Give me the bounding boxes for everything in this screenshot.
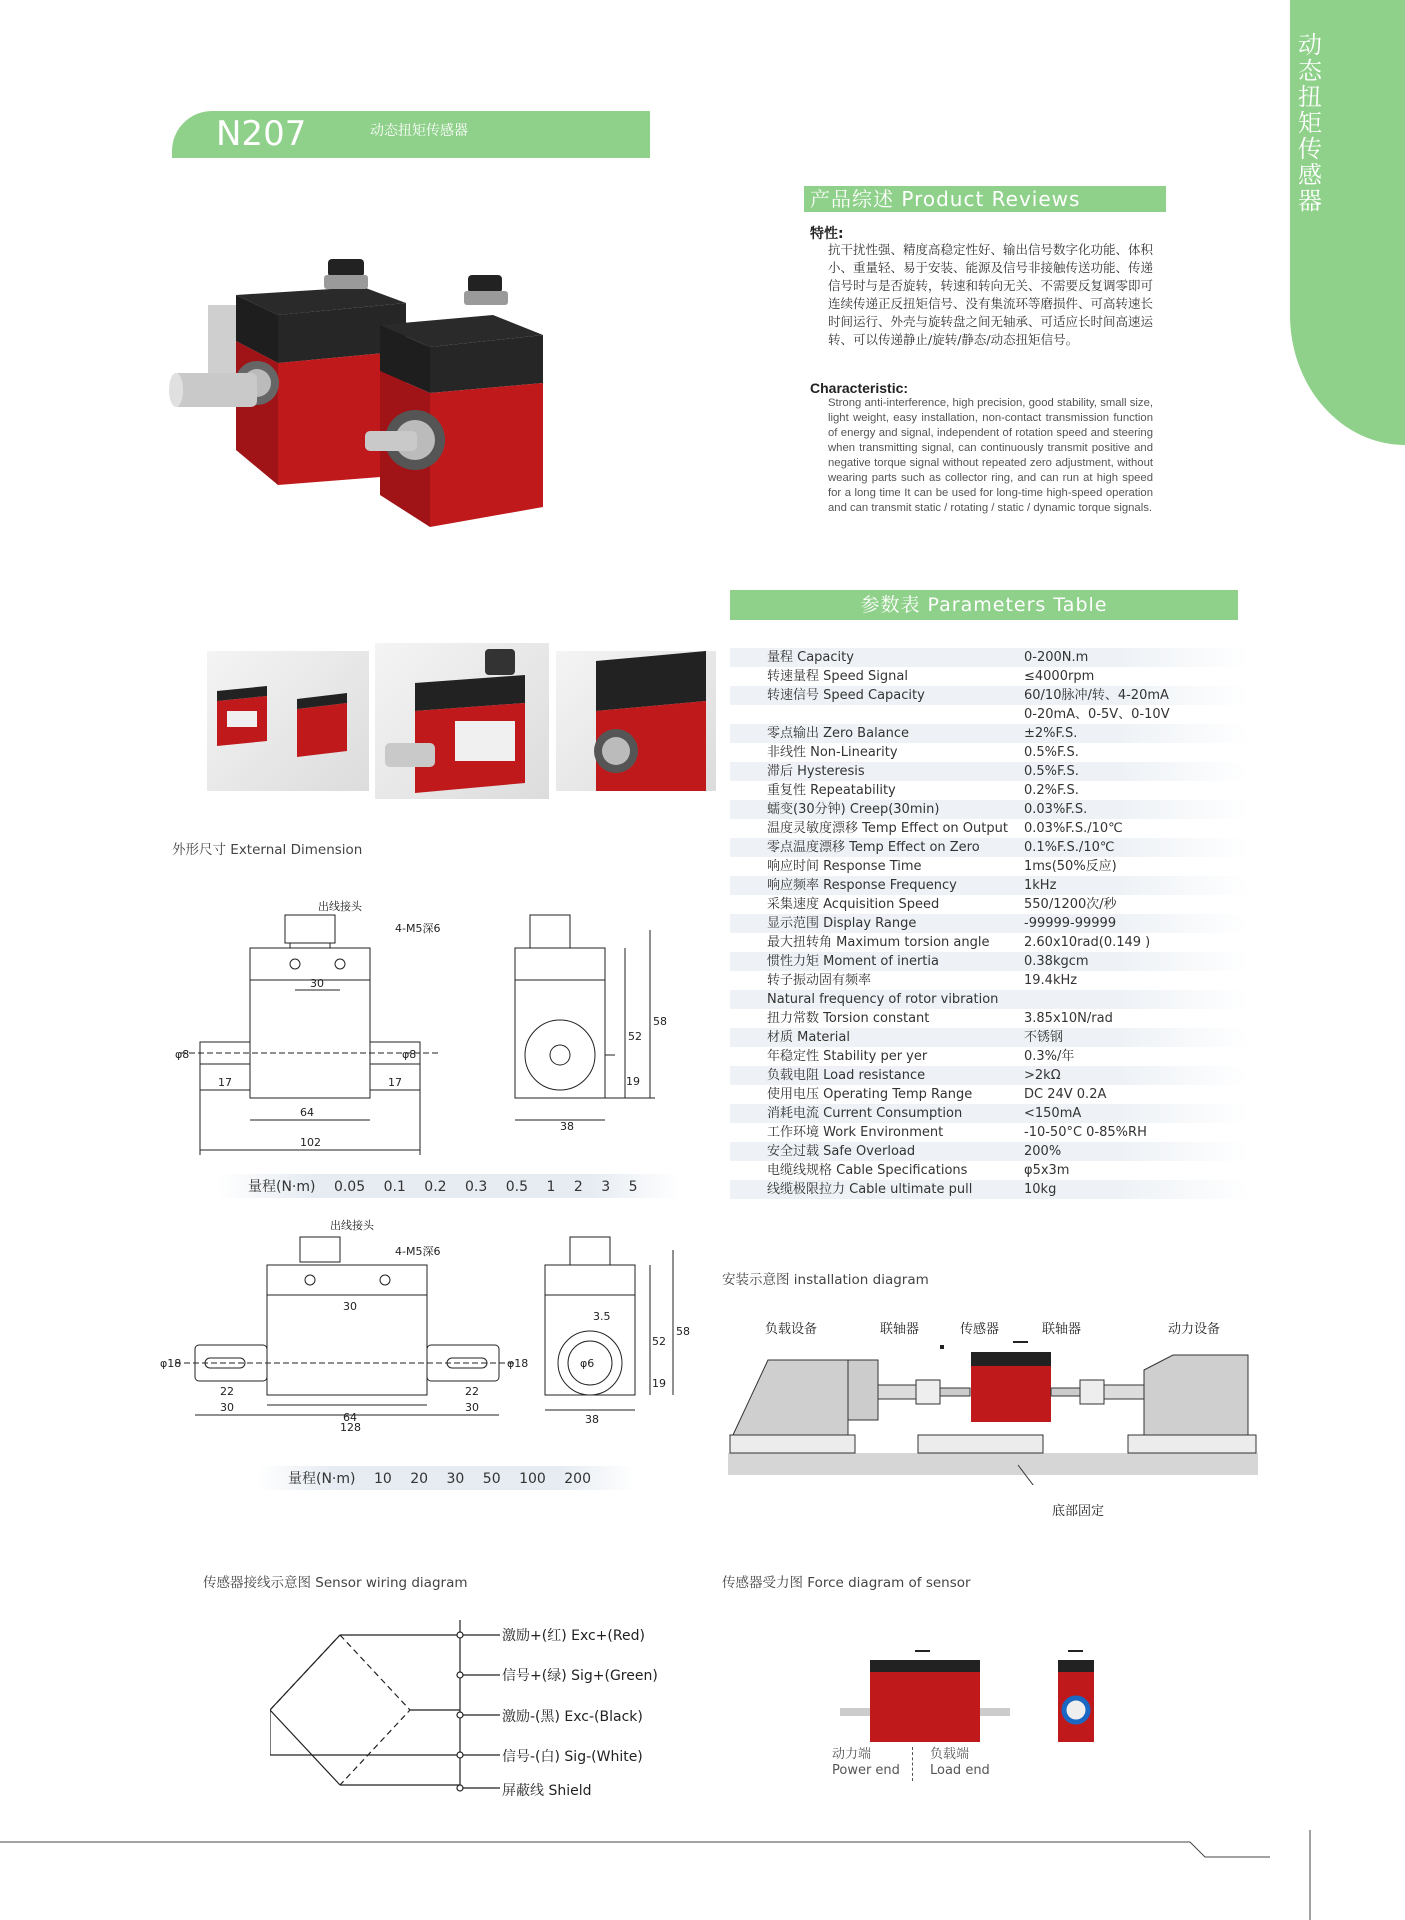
force-diagram [840, 1645, 1120, 1745]
param-value: >2kΩ [1024, 1068, 1061, 1083]
param-value: 200% [1024, 1144, 1062, 1159]
param-name: 负载电阻 Load resistance [767, 1068, 926, 1083]
d1-dim-102: 102 [300, 1136, 321, 1149]
param-value: 550/1200次/秒 [1024, 897, 1117, 912]
param-value: ±2%F.S. [1024, 726, 1078, 741]
param-row [730, 800, 1250, 819]
d2-dim-30: 30 [343, 1300, 357, 1313]
install-label-coupling-2: 联轴器 [1042, 1322, 1082, 1337]
param-value [1024, 990, 1250, 1009]
param-value: 0-200N.m [1024, 650, 1089, 665]
range-row-1 [218, 1174, 681, 1198]
param-value: 0.2%F.S. [1024, 783, 1079, 798]
power-end-cn: 动力端 [832, 1747, 872, 1762]
d2-dim-30a: 30 [220, 1401, 234, 1414]
parameters-table [730, 648, 1250, 1199]
param-row [730, 914, 1250, 933]
d1-holes-label: 4-M5深6 [395, 922, 441, 935]
param-row [730, 686, 1250, 705]
param-row [730, 1104, 1250, 1123]
installation-caption: 安装示意图 installation diagram [722, 1272, 929, 1288]
wiring-caption: 传感器接线示意图 Sensor wiring diagram [203, 1575, 468, 1591]
range1-value: 0.05 [333, 1179, 366, 1195]
d1-dim-phi8a: φ8 [175, 1048, 190, 1061]
wiring-diagram [270, 1615, 510, 1795]
range1-value: 0.3 [465, 1179, 488, 1195]
product-photo-main [168, 245, 738, 545]
param-row [730, 1047, 1250, 1066]
param-value: 19.4kHz [1024, 973, 1078, 988]
range2-value: 50 [482, 1471, 501, 1487]
param-name: 转速量程 Speed Signal [767, 669, 908, 684]
param-row [730, 667, 1250, 686]
force-power-end [832, 1747, 900, 1779]
param-value: 10kg [1024, 1182, 1057, 1197]
param-value: φ5x3m [1024, 1163, 1070, 1178]
characteristic-en-text: Strong anti-interference, high precision, good stability, small size, light weight, easy installation, non-contact transmission function of energy and signal, independent of rotation speed and steering when transmitting signal, can continuously transmit positive and negative torque signal without repeated zero adjustment, without wearing parts such as collector ring, and can run at high speed for a long time It can be used for long-time high-speed operation and can transmit static / rotating / static / dynamic torque signals. [828, 397, 1153, 514]
d2-dim-22a: 22 [220, 1385, 234, 1398]
param-value: 0.03%F.S./10℃ [1024, 821, 1123, 836]
install-base-label: 底部固定 [1052, 1504, 1105, 1519]
param-name: 电缆线规格 Cable Specifications [767, 1163, 968, 1178]
d1-dim-38: 38 [560, 1120, 574, 1133]
param-row [730, 1066, 1250, 1085]
param-row [730, 952, 1250, 971]
param-name [730, 705, 1024, 724]
param-row [730, 762, 1250, 781]
range2-value: 100 [519, 1471, 546, 1487]
param-row [730, 838, 1250, 857]
load-end-cn: 负载端 [930, 1747, 970, 1762]
param-name: 滞后 Hysteresis [767, 764, 865, 779]
param-row [730, 1161, 1250, 1180]
d2-dim-64: 64 [343, 1411, 357, 1424]
d1-dim-17b: 17 [388, 1076, 402, 1089]
d2-dim-35: 3.5 [593, 1310, 611, 1323]
range2-value: 200 [564, 1471, 591, 1487]
d2-connector-label: 出线接头 [330, 1219, 374, 1232]
param-value: -99999-99999 [1024, 916, 1117, 931]
param-value: 0.03%F.S. [1024, 802, 1088, 817]
header-subtitle: 动态扭矩传感器 [370, 123, 468, 139]
param-name: 采集速度 Acquisition Speed [767, 897, 940, 912]
range2-value: 10 [373, 1471, 392, 1487]
param-row [730, 971, 1250, 990]
param-row [730, 743, 1250, 762]
force-divider [912, 1747, 914, 1781]
param-name: 零点温度漂移 Temp Effect on Zero [767, 840, 980, 855]
range1-value: 0.5 [505, 1179, 528, 1195]
param-value: 不锈钢 [1024, 1030, 1064, 1045]
param-value: 0.5%F.S. [1024, 764, 1079, 779]
param-row [730, 876, 1250, 895]
d1-dim-64: 64 [300, 1106, 314, 1119]
d1-dim-17a: 17 [218, 1076, 232, 1089]
param-name: 材质 Material [767, 1030, 850, 1045]
dimension-drawing-1 [170, 890, 700, 1160]
install-label-coupling-1: 联轴器 [880, 1322, 920, 1337]
install-label-power: 动力设备 [1168, 1322, 1221, 1337]
force-load-end [930, 1747, 990, 1779]
wire-exc-pos: 激励+(红) Exc+(Red) [502, 1628, 645, 1644]
param-value: -10-50°C 0-85%RH [1024, 1125, 1147, 1140]
param-name: 转速信号 Speed Capacity [767, 688, 925, 703]
param-name: 年稳定性 Stability per yer [767, 1049, 928, 1064]
param-name: 转子振动固有频率 [767, 973, 872, 988]
d2-dim-128: 128 [340, 1421, 361, 1434]
param-row [730, 648, 1250, 667]
param-value: 60/10脉冲/转、4-20mA [1024, 688, 1169, 703]
param-value: DC 24V 0.2A [1024, 1087, 1107, 1102]
force-caption: 传感器受力图 Force diagram of sensor [722, 1575, 971, 1591]
param-name: 非线性 Non-Linearity [767, 745, 898, 760]
param-value: <150mA [1024, 1106, 1082, 1121]
installation-diagram [728, 1340, 1258, 1485]
param-value: ≤4000rpm [1024, 669, 1095, 684]
characteristic-cn-text: 抗干扰性强、精度高稳定性好、输出信号数字化功能、体积小、重量轻、易于安装、能源及信号非接触传送功能、传递信号时与是否旋转，转速和转向无关、不需要反复调零即可连续传递正反扭矩信号、没有集流环等磨损件、可高转速长时间运行、外壳与旋转盘之间无轴承、可适应长时间高速运转、可以传递静止/旋转/静态/动态扭矩信号。 [828, 242, 1154, 347]
d2-dim-30b: 30 [465, 1401, 479, 1414]
param-row [730, 1180, 1250, 1199]
param-name: 线缆极限拉力 Cable ultimate pull [767, 1182, 973, 1197]
param-value: 0.1%F.S./10℃ [1024, 840, 1115, 855]
range1-value: 0.1 [383, 1179, 406, 1195]
install-label-load: 负载设备 [765, 1322, 818, 1337]
footer-rule [0, 1830, 1405, 1920]
param-value: 1ms(50%反应) [1024, 859, 1117, 874]
d1-dim-58: 58 [653, 1015, 667, 1028]
param-name: 惯性力矩 Moment of inertia [767, 954, 939, 969]
d2-dim-19: 19 [652, 1377, 666, 1390]
param-name: 量程 Capacity [767, 650, 854, 665]
param-name: 响应时间 Response Time [767, 859, 922, 874]
param-value: 2.60x10rad(0.149 ) [1024, 935, 1151, 950]
wire-shield: 屏蔽线 Shield [502, 1783, 592, 1799]
param-row [730, 1142, 1250, 1161]
param-value: 1kHz [1024, 878, 1057, 893]
dimension-drawing-2 [155, 1215, 715, 1435]
d1-dim-52: 52 [628, 1030, 642, 1043]
load-end-en: Load end [930, 1763, 990, 1778]
parameters-bar: 参数表 Parameters Table [730, 590, 1238, 620]
param-name: 温度灵敏度漂移 Temp Effect on Output [767, 821, 1008, 836]
param-value: 0.38kgcm [1024, 954, 1089, 969]
side-tab-label: 动态扭矩传感器 [1298, 31, 1322, 215]
d2-dim-phi18a: φ18 [160, 1357, 182, 1370]
d1-dim-30: 30 [310, 977, 324, 990]
param-name: 显示范围 Display Range [767, 916, 917, 931]
range2-value: 20 [410, 1471, 429, 1487]
range1-value: 2 [573, 1179, 583, 1195]
param-name: 最大扭转角 Maximum torsion angle [767, 935, 990, 950]
d2-dim-52: 52 [652, 1335, 666, 1348]
d2-dim-38: 38 [585, 1413, 599, 1426]
d2-dim-22b: 22 [465, 1385, 479, 1398]
param-name: 零点输出 Zero Balance [767, 726, 910, 741]
range-row-2 [258, 1466, 635, 1490]
param-value: 3.85x10N/rad [1024, 1011, 1113, 1026]
range1-label: 量程(N·m) [248, 1179, 316, 1195]
param-row [730, 933, 1250, 952]
d2-dim-phi6: φ6 [580, 1357, 595, 1370]
param-row [730, 1028, 1250, 1047]
param-row [730, 895, 1250, 914]
wire-sig-pos: 信号+(绿) Sig+(Green) [502, 1668, 658, 1684]
range1-value: 5 [628, 1179, 638, 1195]
param-row [730, 819, 1250, 838]
param-row [730, 857, 1250, 876]
param-name: 使用电压 Operating Temp Range [767, 1087, 973, 1102]
d1-dim-19: 19 [626, 1075, 640, 1088]
characteristic-en-title: Characteristic: [810, 380, 909, 396]
param-name: 消耗电流 Current Consumption [767, 1106, 963, 1121]
param-name: 工作环境 Work Environment [767, 1125, 944, 1140]
range2-value: 30 [446, 1471, 465, 1487]
param-name: 扭力常数 Torsion constant [767, 1011, 930, 1026]
d2-dim-58: 58 [676, 1325, 690, 1338]
d1-connector-label: 出线接头 [318, 900, 362, 913]
param-row [730, 1085, 1250, 1104]
param-row [730, 990, 1250, 1009]
d2-holes-label: 4-M5深6 [395, 1245, 441, 1258]
install-label-sensor: 传感器 [960, 1322, 1000, 1337]
param-row [730, 1123, 1250, 1142]
param-name: 蠕变(30分钟) Creep(30min) [767, 802, 940, 817]
param-row [730, 781, 1250, 800]
d1-dim-phi8b: φ8 [402, 1048, 417, 1061]
model-number: N207 [216, 114, 307, 154]
product-photo-3 [556, 651, 716, 791]
param-name: 安全过载 Safe Overload [767, 1144, 916, 1159]
characteristic-cn-title: 特性: [810, 226, 844, 242]
d2-dim-phi18b: φ18 [507, 1357, 529, 1370]
param-row [730, 1009, 1250, 1028]
range1-value: 3 [601, 1179, 611, 1195]
range2-label: 量程(N·m) [288, 1471, 356, 1487]
product-photo-2 [375, 643, 549, 799]
param-row [730, 705, 1250, 724]
param-value: 0.5%F.S. [1024, 745, 1079, 760]
power-end-en: Power end [832, 1763, 900, 1778]
wire-exc-neg: 激励-(黑) Exc-(Black) [502, 1709, 643, 1725]
reviews-bar: 产品综述 Product Reviews [804, 186, 1166, 212]
range1-value: 1 [546, 1179, 556, 1195]
param-value: 0-20mA、0-5V、0-10V [1024, 707, 1170, 722]
param-name: 重复性 Repeatability [767, 783, 896, 798]
dimension-caption: 外形尺寸 External Dimension [172, 842, 363, 858]
product-photo-1 [207, 651, 369, 791]
wire-sig-neg: 信号-(白) Sig-(White) [502, 1749, 643, 1765]
range1-value: 0.2 [424, 1179, 447, 1195]
param-value: 0.3%/年 [1024, 1049, 1075, 1064]
param-name: 响应频率 Response Frequency [767, 878, 957, 893]
param-row [730, 724, 1250, 743]
param-name: Natural frequency of rotor vibration [767, 992, 999, 1007]
